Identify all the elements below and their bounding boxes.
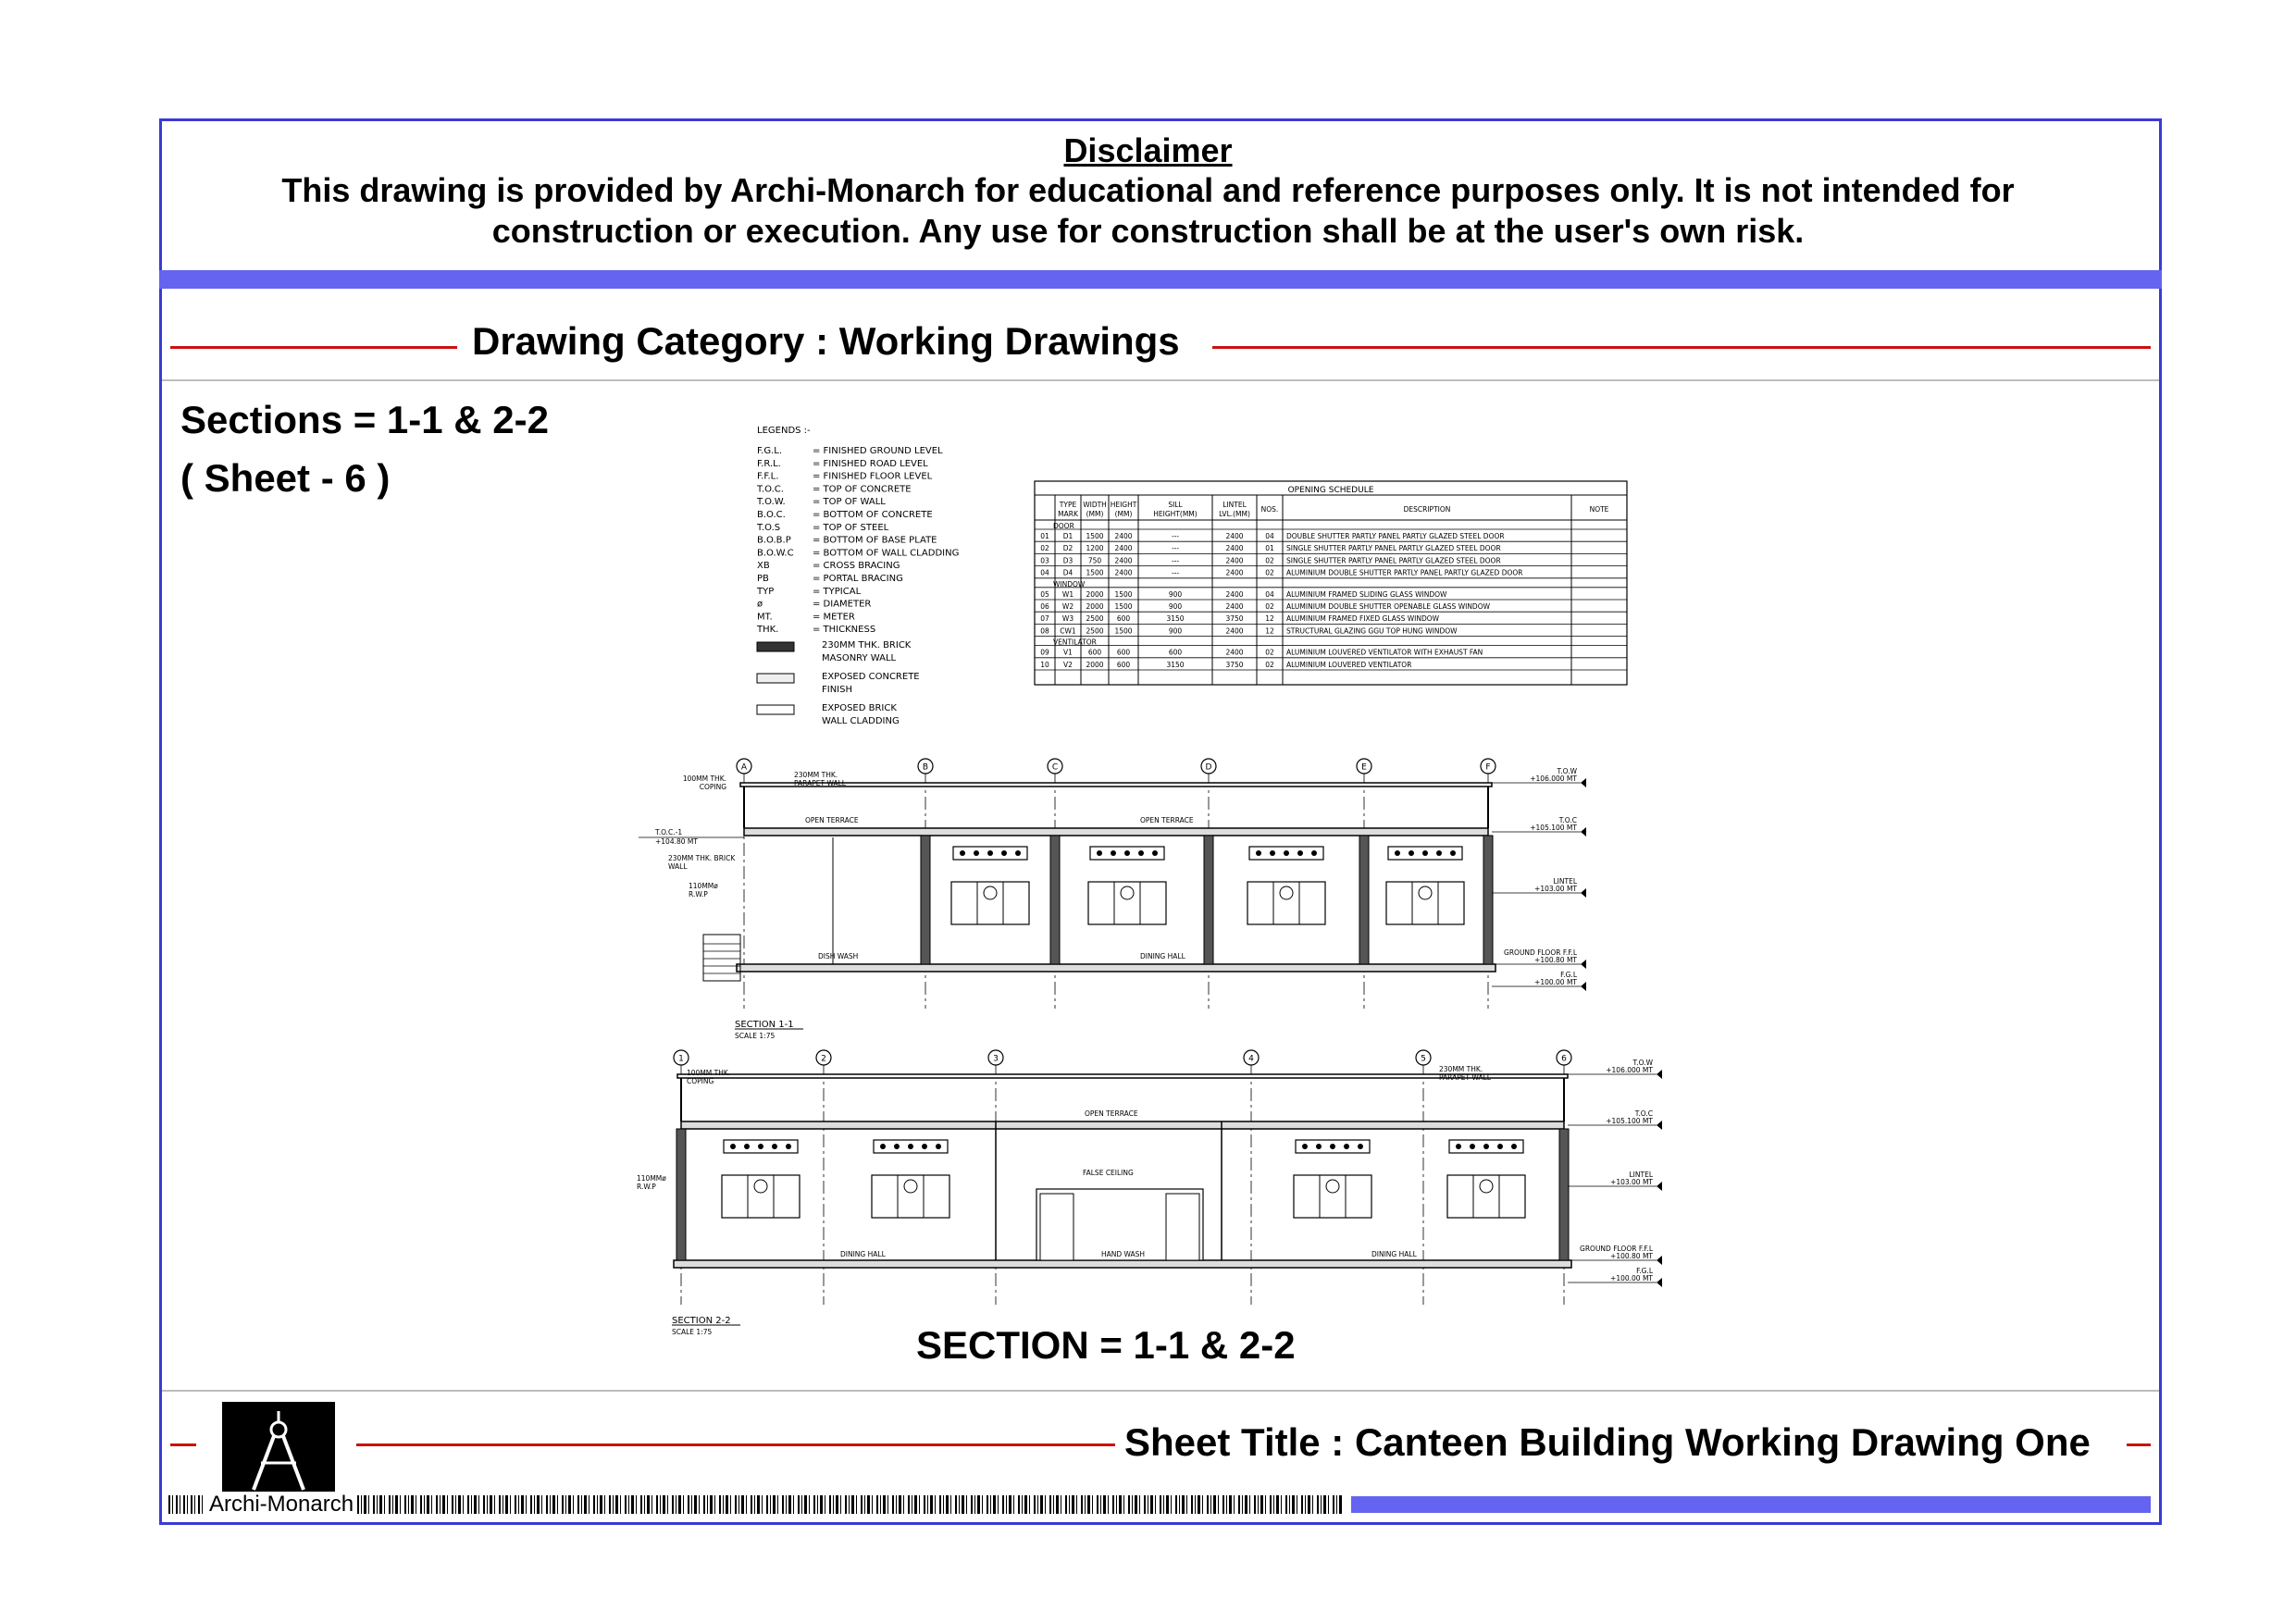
vent-louver: [1311, 850, 1317, 856]
vent-louver: [1344, 1144, 1349, 1149]
schedule-group: DOOR: [1053, 522, 1074, 530]
schedule-cell: 02: [1265, 660, 1274, 669]
schedule-cell: 2400: [1114, 544, 1133, 553]
schedule-cell: 600: [1087, 648, 1102, 657]
window-tag: [904, 1180, 917, 1193]
legend-desc: = BOTTOM OF CONCRETE: [813, 510, 933, 520]
vent-louver: [936, 1144, 941, 1149]
label-room: HAND WASH: [1101, 1250, 1146, 1258]
vent-louver: [1358, 1144, 1363, 1149]
level-value: +106.000 MT: [1606, 1066, 1653, 1074]
label-parapet: PARAPET WALL: [794, 779, 846, 787]
section-2-2: [637, 1050, 1662, 1336]
brand-name: Archi-Monarch: [209, 1492, 354, 1517]
level-value: +105.100 MT: [1530, 824, 1577, 832]
vent-louver: [1316, 1144, 1322, 1149]
schedule-group: VENTILATOR: [1053, 638, 1097, 647]
grid-label: 2: [821, 1054, 826, 1064]
section-scale: SCALE 1:75: [735, 1032, 776, 1040]
legend-desc: = METER: [813, 612, 855, 623]
vent-louver: [1497, 1144, 1503, 1149]
vent-louver: [1097, 850, 1102, 856]
vent-louver: [1395, 850, 1400, 856]
schedule-cell: ALUMINIUM DOUBLE SHUTTER OPENABLE GLASS WINDOW: [1286, 602, 1491, 611]
grid-label: 3: [993, 1054, 999, 1064]
schedule-cell: ---: [1171, 532, 1180, 540]
schedule-cell: 1500: [1114, 626, 1133, 636]
schedule-cell: 02: [1265, 648, 1274, 657]
legend-abbr: B.O.B.P: [757, 535, 791, 546]
label-terrace: OPEN TERRACE: [1085, 1109, 1138, 1118]
schedule-cell: ALUMINIUM DOUBLE SHUTTER PARTLY PANEL PARTLY GLAZED DOOR: [1286, 568, 1523, 577]
legend-desc: = TYPICAL: [813, 586, 862, 597]
level-value: +100.80 MT: [1610, 1252, 1653, 1260]
label-brick: 230MM THK. BRICK: [668, 854, 736, 862]
label-rwp: R.W.P: [689, 890, 708, 898]
barcode-strip: [357, 1495, 1342, 1514]
schedule-cell: V2: [1063, 660, 1073, 669]
vent-louver: [772, 1144, 777, 1149]
door: [1040, 1194, 1074, 1260]
schedule-cell: 08: [1040, 626, 1049, 636]
level-arrow: [1657, 1256, 1662, 1265]
grid-label: A: [740, 762, 748, 773]
schedule-cell: 07: [1040, 614, 1049, 624]
schedule-header: WIDTH: [1083, 501, 1107, 509]
level-label: T.O.C: [1558, 816, 1577, 824]
schedule-header: SILL: [1168, 501, 1183, 509]
schedule-cell: 2400: [1225, 544, 1244, 553]
window-tag: [754, 1180, 767, 1193]
schedule-cell: 2000: [1086, 602, 1104, 611]
legend-desc: = FINISHED GROUND LEVEL: [813, 446, 943, 456]
vent-louver: [1422, 850, 1428, 856]
vent-louver: [744, 1144, 750, 1149]
label-brick: WALL: [668, 862, 688, 871]
schedule-cell: 2000: [1086, 660, 1104, 669]
legend-abbr: B.O.C.: [757, 510, 786, 520]
legend-hatch-label: 230MM THK. BRICK: [822, 640, 912, 650]
window-tag: [1280, 886, 1293, 899]
grid-label: C: [1051, 762, 1059, 773]
schedule-cell: 05: [1040, 589, 1049, 599]
wall-hatch: [1204, 836, 1213, 964]
level-value: +105.100 MT: [1606, 1117, 1653, 1125]
schedule-cell: DOUBLE SHUTTER PARTLY PANEL PARTLY GLAZED STEEL DOOR: [1286, 532, 1505, 540]
sheet-number: ( Sheet - 6 ): [180, 456, 391, 500]
schedule-cell: 2400: [1225, 556, 1244, 565]
window-tag: [1480, 1180, 1493, 1193]
label-parapet: 230MM THK.: [1439, 1065, 1483, 1073]
disclaimer-title: Disclaimer: [1063, 131, 1233, 169]
wall-hatch: [1359, 836, 1369, 964]
vent-louver: [1409, 850, 1414, 856]
schedule-cell: STRUCTURAL GLAZING GGU TOP HUNG WINDOW: [1286, 626, 1458, 636]
schedule-cell: ALUMINIUM FRAMED FIXED GLASS WINDOW: [1286, 614, 1440, 624]
legend-desc: = FINISHED FLOOR LEVEL: [813, 471, 933, 482]
footer-band: [1351, 1496, 2151, 1513]
schedule-header: NOS.: [1260, 505, 1279, 514]
vent-louver: [1330, 1144, 1335, 1149]
schedule-cell: 2500: [1086, 626, 1104, 636]
wall-hatch: [1483, 836, 1493, 964]
label-parapet: 230MM THK.: [794, 771, 838, 779]
level-label: T.O.W: [1632, 1059, 1653, 1067]
label-coping: 100MM THK.: [682, 774, 726, 783]
window-tag: [1326, 1180, 1339, 1193]
level-label: GROUND FLOOR F.F.L: [1580, 1245, 1653, 1253]
legend-desc: = BOTTOM OF WALL CLADDING: [813, 548, 960, 559]
vent-louver: [1111, 850, 1116, 856]
legend-desc: = TOP OF WALL: [813, 497, 886, 508]
label-rwp: 110MMø: [689, 882, 718, 890]
vent-louver: [1256, 850, 1261, 856]
schedule-cell: 2500: [1086, 614, 1104, 624]
wall-hatch: [1559, 1129, 1569, 1260]
level-arrow: [1581, 888, 1586, 898]
legend-abbr: F.F.L.: [757, 471, 779, 482]
schedule-cell: W2: [1061, 602, 1074, 611]
vent-louver: [1511, 1144, 1517, 1149]
schedule-cell: ---: [1171, 544, 1180, 553]
vent-louver: [1302, 1144, 1308, 1149]
level-label: T.O.W: [1557, 767, 1577, 775]
schedule-cell: 01: [1265, 544, 1274, 553]
schedule-cell: 3150: [1166, 614, 1185, 624]
level-arrow: [1581, 982, 1586, 991]
legend-hatch-label: FINISH: [822, 685, 852, 695]
label-rwp: R.W.P: [637, 1183, 656, 1191]
legend-swatch: [757, 674, 794, 683]
schedule-header: HEIGHT: [1110, 501, 1137, 509]
level-label: GROUND FLOOR F.F.L: [1504, 948, 1577, 957]
schedule-cell: V1: [1063, 648, 1073, 657]
legend-swatch: [757, 705, 794, 714]
schedule-header: (MM): [1086, 510, 1104, 518]
sheet-title: Sheet Title : Canteen Building Working Drawing One: [1124, 1420, 2091, 1464]
schedule-cell: 2400: [1114, 568, 1133, 577]
label-room: DINING HALL: [1140, 952, 1185, 960]
legend-hatch-label: EXPOSED BRICK: [822, 703, 897, 713]
vent-louver: [922, 1144, 927, 1149]
schedule-cell: 2400: [1225, 532, 1244, 540]
schedule-cell: 2000: [1086, 589, 1104, 599]
schedule-cell: ---: [1171, 556, 1180, 565]
legend-heading: LEGENDS :-: [757, 426, 811, 436]
vent-louver: [786, 1144, 791, 1149]
section-title: SECTION 2-2: [672, 1316, 731, 1326]
schedule-cell: 900: [1168, 589, 1183, 599]
schedule-header: (MM): [1114, 510, 1133, 518]
logo-mark: [222, 1402, 335, 1504]
schedule-cell: 01: [1040, 532, 1049, 540]
schedule-cell: 2400: [1114, 556, 1133, 565]
label-parapet: PARAPET WALL: [1439, 1073, 1491, 1082]
legend-desc: = PORTAL BRACING: [813, 574, 903, 584]
schedule-cell: 10: [1040, 660, 1049, 669]
vent-louver: [1297, 850, 1303, 856]
schedule-cell: D1: [1062, 532, 1074, 540]
section-title: SECTION 1-1: [735, 1020, 794, 1030]
schedule-cell: 2400: [1225, 602, 1244, 611]
label-terrace: OPEN TERRACE: [1140, 816, 1194, 824]
label-coping: COPING: [699, 783, 726, 791]
vent-louver: [1015, 850, 1021, 856]
legend-abbr: F.R.L.: [757, 458, 781, 469]
schedule-cell: 3750: [1225, 660, 1244, 669]
legend-abbr: THK.: [757, 625, 779, 636]
grid-label: B: [922, 762, 929, 773]
wall-hatch: [676, 1129, 686, 1260]
sections-title: Sections = 1-1 & 2-2: [180, 398, 549, 441]
schedule-cell: 2400: [1225, 626, 1244, 636]
wall-hatch: [921, 836, 930, 964]
schedule-header: DESCRIPTION: [1403, 505, 1451, 514]
level-label: LINTEL: [1553, 877, 1577, 886]
legend-abbr: T.O.W.: [757, 497, 786, 508]
schedule-cell: 04: [1265, 589, 1274, 599]
legend-swatch: [757, 642, 794, 651]
label-room: DINING HALL: [1371, 1250, 1417, 1258]
schedule-cell: SINGLE SHUTTER PARTLY PANEL PARTLY GLAZED STEEL DOOR: [1286, 544, 1501, 553]
schedule-header: TYPE: [1059, 501, 1077, 509]
schedule-header: HEIGHT(MM): [1153, 510, 1198, 518]
vent-louver: [1138, 850, 1144, 856]
footer-rule-right: [2127, 1443, 2151, 1446]
schedule-cell: 02: [1265, 556, 1274, 565]
label-coping: 100MM THK.: [687, 1069, 731, 1077]
level-value: +103.00 MT: [1610, 1178, 1653, 1186]
level-label: F.G.L: [1636, 1267, 1653, 1275]
legend-abbr: T.O.S: [757, 522, 781, 533]
schedule-cell: ALUMINIUM LOUVERED VENTILATOR WITH EXHAUST FAN: [1286, 648, 1483, 657]
schedule-cell: 3150: [1166, 660, 1185, 669]
schedule-header: NOTE: [1589, 505, 1609, 514]
legend-abbr: PB: [757, 574, 769, 584]
level-arrow: [1657, 1121, 1662, 1130]
schedule-cell: 2400: [1225, 648, 1244, 657]
door: [1166, 1194, 1199, 1260]
level-arrow: [1581, 827, 1586, 836]
schedule-cell: ALUMINIUM LOUVERED VENTILATOR: [1286, 660, 1412, 669]
level-value: +100.00 MT: [1534, 978, 1577, 986]
parapet-coping: [677, 1074, 1568, 1078]
drawing-category: Drawing Category : Working Drawings: [472, 319, 1180, 363]
legend-abbr: B.O.W.C: [757, 548, 794, 559]
window-tag: [1121, 886, 1134, 899]
footer-divider: [162, 1390, 2159, 1392]
legend-abbr: MT.: [757, 612, 773, 623]
legend-abbr: ø: [757, 599, 763, 610]
schedule-cell: 1500: [1086, 532, 1104, 540]
vent-louver: [974, 850, 979, 856]
window-tag: [1419, 886, 1432, 899]
vent-louver: [730, 1144, 736, 1149]
legend-desc: = FINISHED ROAD LEVEL: [813, 458, 928, 469]
grid-label: 5: [1421, 1054, 1426, 1064]
schedule-cell: 1500: [1114, 589, 1133, 599]
vent-louver: [758, 1144, 763, 1149]
grid-label: F: [1485, 762, 1491, 773]
grid-label: 1: [678, 1054, 684, 1064]
level-arrow: [1581, 960, 1586, 969]
schedule-cell: D3: [1062, 556, 1074, 565]
disclaimer-line-1: This drawing is provided by Archi-Monarch for educational and reference purposes only. It is not intended for: [281, 171, 2015, 209]
schedule-cell: 12: [1265, 626, 1274, 636]
level-label: F.G.L: [1560, 971, 1577, 979]
vent-louver: [1456, 1144, 1461, 1149]
level-arrow: [1657, 1278, 1662, 1287]
grid-label: E: [1361, 762, 1367, 773]
legend-abbr: XB: [757, 561, 770, 572]
level-arrow: [1657, 1070, 1662, 1079]
schedule-cell: 04: [1265, 532, 1274, 540]
opening-schedule: [1035, 481, 1627, 685]
legend-block: [756, 426, 959, 726]
schedule-cell: 600: [1168, 648, 1183, 657]
legend-desc: = CROSS BRACING: [813, 561, 900, 572]
vent-louver: [960, 850, 965, 856]
schedule-cell: 02: [1265, 602, 1274, 611]
label-rwp: 110MMø: [637, 1174, 666, 1183]
vent-louver: [1001, 850, 1007, 856]
schedule-cell: 1500: [1114, 602, 1133, 611]
schedule-cell: 750: [1087, 556, 1102, 565]
legend-desc: = TOP OF STEEL: [813, 522, 889, 533]
label-terrace: OPEN TERRACE: [805, 816, 859, 824]
schedule-cell: 900: [1168, 626, 1183, 636]
floor-slab: [737, 964, 1496, 972]
legend-desc: = THICKNESS: [813, 625, 876, 636]
legend-abbr: F.G.L.: [757, 446, 783, 456]
schedule-cell: W1: [1061, 589, 1074, 599]
schedule-title: OPENING SCHEDULE: [1287, 486, 1374, 495]
schedule-cell: 03: [1040, 556, 1049, 565]
schedule-cell: 02: [1265, 568, 1274, 577]
schedule-cell: 2400: [1114, 532, 1133, 540]
label-room: DINING HALL: [840, 1250, 886, 1258]
schedule-header: LINTEL: [1222, 501, 1247, 509]
schedule-group: WINDOW: [1053, 579, 1086, 588]
schedule-cell: ALUMINIUM FRAMED SLIDING GLASS WINDOW: [1286, 589, 1447, 599]
footer-rule-mid: [356, 1443, 1115, 1446]
floor-slab: [674, 1260, 1571, 1268]
vent-louver: [1270, 850, 1275, 856]
label-toc1: T.O.C.-1: [655, 828, 683, 836]
label-toc1-level: +104.80 MT: [655, 837, 698, 846]
legend-desc: = DIAMETER: [813, 599, 872, 610]
parapet-coping: [740, 783, 1492, 787]
legend-hatch-label: MASONRY WALL: [822, 653, 897, 663]
vent-louver: [987, 850, 993, 856]
grid-label: D: [1205, 762, 1212, 773]
vent-louver: [1483, 1144, 1489, 1149]
label-false-ceiling: FALSE CEILING: [1083, 1169, 1134, 1177]
schedule-cell: 3750: [1225, 614, 1244, 624]
level-arrow: [1581, 778, 1586, 787]
compass-icon: [222, 1402, 335, 1504]
footer-rule-left: [170, 1443, 196, 1446]
section-scale: SCALE 1:75: [672, 1328, 713, 1336]
schedule-cell: CW1: [1060, 626, 1076, 636]
legend-desc: = BOTTOM OF BASE PLATE: [813, 535, 937, 546]
level-value: +100.80 MT: [1534, 956, 1577, 964]
section-caption: SECTION = 1-1 & 2-2: [916, 1323, 1296, 1367]
barcode-left: [168, 1495, 205, 1514]
level-label: T.O.C: [1634, 1109, 1653, 1118]
vent-louver: [1284, 850, 1289, 856]
schedule-cell: 09: [1040, 648, 1049, 657]
grid-label: 4: [1248, 1054, 1254, 1064]
schedule-cell: 2400: [1225, 589, 1244, 599]
schedule-cell: 900: [1168, 602, 1183, 611]
disclaimer-line-2: construction or execution. Any use for construction shall be at the user's own risk.: [491, 212, 1805, 250]
vent-louver: [1450, 850, 1456, 856]
level-arrow: [1657, 1182, 1662, 1191]
schedule-cell: 600: [1116, 614, 1131, 624]
roof-slab: [681, 1121, 1564, 1129]
entry-steps: [703, 935, 740, 981]
vent-louver: [1124, 850, 1130, 856]
label-room: DISH WASH: [818, 952, 859, 960]
vent-louver: [880, 1144, 886, 1149]
level-label: LINTEL: [1629, 1171, 1653, 1179]
grid-label: 6: [1561, 1054, 1567, 1064]
level-value: +103.00 MT: [1534, 885, 1577, 893]
schedule-header: LVL.(MM): [1219, 510, 1250, 518]
schedule-cell: W3: [1061, 614, 1074, 624]
schedule-cell: 600: [1116, 648, 1131, 657]
legend-abbr: T.O.C.: [757, 484, 784, 495]
schedule-cell: 06: [1040, 602, 1049, 611]
level-value: +100.00 MT: [1610, 1274, 1653, 1282]
schedule-cell: SINGLE SHUTTER PARTLY PANEL PARTLY GLAZED STEEL DOOR: [1286, 556, 1501, 565]
window-tag: [984, 886, 997, 899]
schedule-cell: 1500: [1086, 568, 1104, 577]
vent-louver: [1470, 1144, 1475, 1149]
schedule-cell: 600: [1116, 660, 1131, 669]
vent-louver: [1436, 850, 1442, 856]
schedule-cell: 02: [1040, 544, 1049, 553]
schedule-cell: 12: [1265, 614, 1274, 624]
legend-desc: = TOP OF CONCRETE: [813, 484, 912, 495]
wall-hatch: [1050, 836, 1060, 964]
schedule-cell: ---: [1171, 568, 1180, 577]
vent-louver: [894, 1144, 900, 1149]
label-coping: COPING: [687, 1077, 714, 1085]
vent-louver: [908, 1144, 913, 1149]
level-value: +106.000 MT: [1530, 774, 1577, 783]
section-1-1: [639, 759, 1586, 1040]
schedule-cell: D4: [1062, 568, 1074, 577]
legend-hatch-label: WALL CLADDING: [822, 716, 900, 726]
legend-abbr: TYP: [757, 586, 775, 597]
schedule-header: MARK: [1058, 510, 1078, 518]
schedule-cell: 1200: [1086, 544, 1104, 553]
schedule-cell: 04: [1040, 568, 1049, 577]
roof-slab: [744, 828, 1488, 836]
vent-louver: [1152, 850, 1158, 856]
schedule-cell: D2: [1062, 544, 1074, 553]
legend-hatch-label: EXPOSED CONCRETE: [822, 672, 920, 682]
schedule-cell: 2400: [1225, 568, 1244, 577]
